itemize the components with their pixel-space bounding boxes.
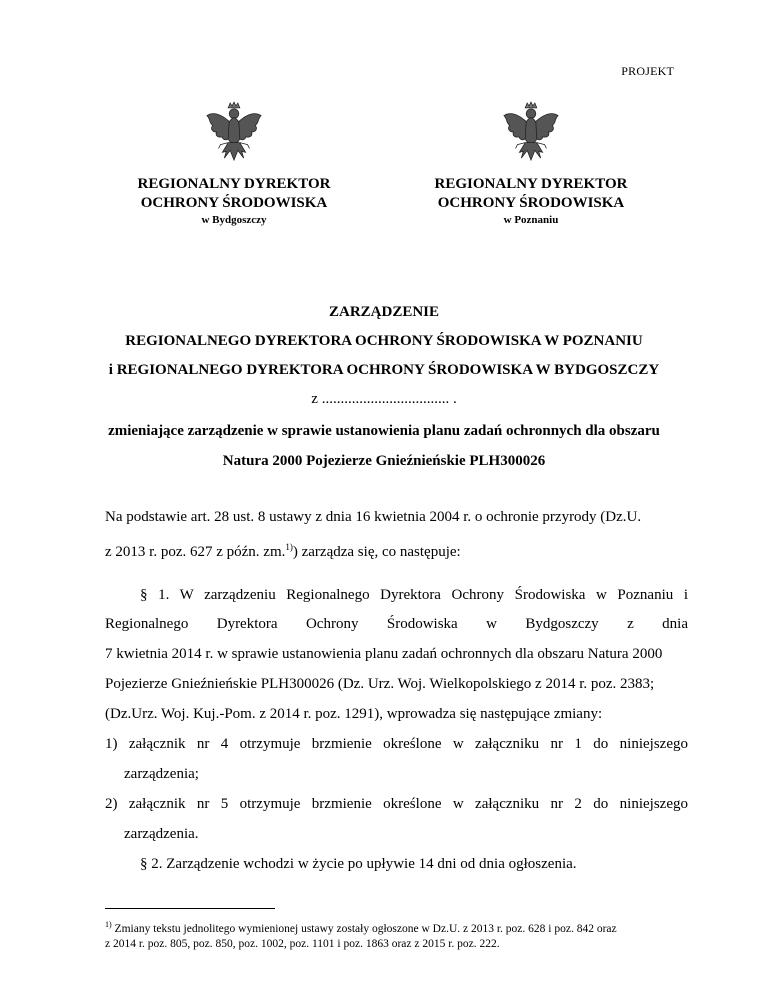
- eagle-emblem-icon: [205, 100, 263, 166]
- authority-bydgoszcz: [114, 175, 354, 226]
- word: w: [486, 616, 497, 632]
- authority-poznan: [411, 175, 651, 226]
- document-type: ZARZĄDZENIE: [328, 304, 440, 320]
- section-1-line-4: Pojezierze Gnieźnieńskie PLH300026 (Dz. Urz. Woj. Wielkopolskiego z 2014 r. poz. 2383;: [105, 676, 655, 692]
- project-label: PROJEKT: [621, 64, 674, 78]
- word: z: [627, 616, 634, 632]
- section-1-line-3: 7 kwietnia 2014 r. w sprawie ustanowienia planu zadań ochronnych dla obszaru Natura 2000: [105, 646, 663, 662]
- authority-line2: OCHRONY ŚRODOWISKA: [140, 195, 328, 211]
- authority-line1: REGIONALNY DYREKTOR: [434, 176, 628, 192]
- section-1-text: § 1. W zarządzeniu Regionalnego Dyrektora Ochrony Środowiska w Poznaniu i: [140, 587, 688, 603]
- subject-line-2: Natura 2000 Pojezierze Gnieźnieńskie PLH300026: [222, 453, 546, 469]
- section-2: § 2. Zarządzenie wchodzi w życie po upływie 14 dni od dnia ogłoszenia.: [140, 856, 577, 872]
- legal-basis-line-1: Na podstawie art. 28 ust. 8 ustawy z dnia 16 kwietnia 2004 r. o ochronie przyrody (Dz.U.: [105, 509, 642, 525]
- list-item-1-continuation: zarządzenia;: [124, 766, 199, 782]
- footnote-divider: [105, 908, 275, 909]
- authority-line1: REGIONALNY DYREKTOR: [137, 176, 331, 192]
- footnote-line-1: [105, 917, 695, 937]
- issuer-line-2: i REGIONALNEGO DYREKTORA OCHRONY ŚRODOWISKA W BYDGOSZCZY: [108, 362, 660, 378]
- list-item-2-continuation: zarządzenia.: [124, 826, 199, 842]
- word: Ochrony: [305, 616, 359, 632]
- legal-basis-text-end: ) zarządza się, co następuje:: [292, 544, 461, 560]
- legal-basis-line-2: [105, 532, 461, 567]
- authority-line2: OCHRONY ŚRODOWISKA: [437, 195, 625, 211]
- legal-basis-text: z 2013 r. poz. 627 z późn. zm.: [105, 544, 286, 560]
- word: Dyrektora: [216, 616, 278, 632]
- footnote-line-2: z 2014 r. poz. 805, poz. 850, poz. 1002, poz. 1101 i poz. 1863 oraz z 2015 r. poz. 222.: [105, 937, 500, 950]
- issuer-line-1: REGIONALNEGO DYREKTORA OCHRONY ŚRODOWISKA W POZNANIU: [125, 333, 643, 349]
- footnote-reference: 1): [285, 542, 293, 552]
- word: Bydgoszczy: [525, 616, 599, 632]
- footnote: [105, 917, 695, 952]
- eagle-emblem-icon-left: [205, 100, 263, 166]
- eagle-emblem-icon: [502, 100, 560, 166]
- word: Środowiska: [386, 616, 458, 632]
- word: Regionalnego: [105, 616, 189, 632]
- footnote-text: Zmiany tekstu jednolitego wymienionej ustawy zostały ogłoszone w Dz.U. z 2013 r. poz. 628 i poz. 842 oraz: [111, 922, 617, 935]
- list-item-2: 2) załącznik nr 5 otrzymuje brzmienie określone w załączniku nr 2 do niniejszego: [105, 796, 688, 812]
- section-1-line-5: (Dz.Urz. Woj. Kuj.-Pom. z 2014 r. poz. 1291), wprowadza się następujące zmiany:: [105, 706, 603, 722]
- document-date: z .................................. .: [311, 391, 457, 407]
- word: dnia: [662, 616, 688, 632]
- list-item-1: 1) załącznik nr 4 otrzymuje brzmienie określone w załączniku nr 1 do niniejszego: [105, 736, 688, 752]
- footnote-marker: 1): [105, 920, 112, 929]
- subject-line-1: zmieniające zarządzenie w sprawie ustanowienia planu zadań ochronnych dla obszaru: [108, 423, 660, 439]
- section-1-line-2: [105, 609, 688, 639]
- authority-seat: w Poznaniu: [503, 214, 559, 226]
- authority-seat: w Bydgoszczy: [201, 214, 267, 226]
- section-1-line-1: [140, 580, 688, 610]
- eagle-emblem-icon-right: [502, 100, 560, 166]
